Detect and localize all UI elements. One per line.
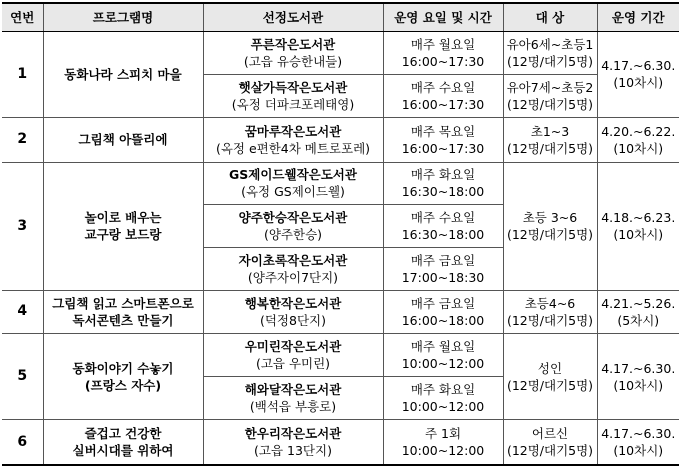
library-cell (203, 247, 383, 290)
table-row (2, 333, 679, 376)
period-cell: 4.17.~6.30. (10차시) (597, 420, 679, 465)
library-location: (양주자이7단지) (247, 269, 339, 285)
row-number: 2 (2, 117, 43, 162)
header-library: 선정도서관 (203, 3, 383, 32)
library-location: (옥정 e편한4차 메트로포레) (215, 140, 371, 156)
library-cell (203, 290, 383, 333)
library-cell (203, 162, 383, 204)
library-location: (옥정 더파크포레태영) (231, 96, 355, 112)
program-name: 즐겁고 건강한 실버시대를 위하여 (43, 420, 203, 465)
header-target: 대 상 (503, 3, 597, 32)
period-cell: 4.20.~6.22. (10차시) (597, 117, 679, 162)
table-row (2, 420, 679, 465)
library-name: 꿈마루작은도서관 (244, 123, 342, 139)
period-cell: 4.18.~6.23. (10차시) (597, 162, 679, 290)
library-cell (203, 117, 383, 162)
library-cell (203, 32, 383, 75)
table-row (2, 162, 679, 204)
schedule-cell: 매주 월요일 10:00~12:00 (383, 333, 503, 376)
target-cell: 성인 (12명/대기5명) (503, 333, 597, 420)
program-name: 그림책 읽고 스마트폰으로 독서콘텐츠 만들기 (43, 290, 203, 333)
library-location: (덕정8단지) (259, 312, 326, 328)
header-row (2, 3, 679, 32)
schedule-cell: 매주 수요일 16:30~18:00 (383, 204, 503, 247)
target-cell: 유아6세~초등1 (12명/대기5명) (503, 32, 597, 75)
period-cell: 4.17.~6.30. (10차시) (597, 333, 679, 420)
library-name: 해와달작은도서관 (244, 381, 342, 397)
schedule-cell: 매주 화요일 16:30~18:00 (383, 162, 503, 204)
library-cell (203, 420, 383, 465)
row-number: 1 (2, 32, 43, 118)
library-name: GS제이드웰작은도서관 (229, 167, 357, 183)
schedule-cell: 매주 금요일 16:00~18:00 (383, 290, 503, 333)
library-name: 푸른작은도서관 (250, 36, 336, 52)
header-program: 프로그램명 (43, 3, 203, 32)
library-cell (203, 333, 383, 376)
program-name: 놀이로 배우는 교구랑 보드랑 (43, 162, 203, 290)
library-location: (고읍 13단지) (254, 443, 332, 459)
schedule-cell: 매주 목요일 16:00~17:30 (383, 117, 503, 162)
schedule-cell: 매주 수요일 16:00~17:30 (383, 74, 503, 117)
target-cell: 초1~3 (12명/대기5명) (503, 117, 597, 162)
period-cell: 4.17.~6.30. (10차시) (597, 32, 679, 118)
library-cell (203, 204, 383, 247)
library-cell (203, 376, 383, 420)
library-location: (백석읍 부흥로) (249, 398, 337, 414)
target-cell: 유아7세~초등2 (12명/대기5명) (503, 74, 597, 117)
header-schedule: 운영 요일 및 시간 (383, 3, 503, 32)
schedule-cell: 매주 월요일 16:00~17:30 (383, 32, 503, 75)
library-name: 햇살가득작은도서관 (238, 79, 348, 95)
program-schedule-table (2, 2, 679, 466)
table-row (2, 290, 679, 333)
row-number: 3 (2, 162, 43, 290)
library-location: (양주한승) (263, 226, 323, 242)
program-name: 그림책 아뜰리에 (43, 117, 203, 162)
schedule-cell: 매주 금요일 17:00~18:30 (383, 247, 503, 290)
schedule-cell: 주 1회 10:00~12:00 (383, 420, 503, 465)
schedule-cell: 매주 화요일 10:00~12:00 (383, 376, 503, 420)
header-period: 운영 기간 (597, 3, 679, 32)
row-number: 4 (2, 290, 43, 333)
library-name: 자이초록작은도서관 (238, 252, 348, 268)
program-name: 동화나라 스피치 마을 (43, 32, 203, 118)
row-number: 5 (2, 333, 43, 420)
table-row (2, 32, 679, 75)
library-location: (옥정 GS제이드웰) (241, 184, 345, 200)
library-name: 우미린작은도서관 (244, 338, 342, 354)
program-name: 동화이야기 수놓기 (프랑스 자수) (43, 333, 203, 420)
table-row (2, 117, 679, 162)
library-name: 행복한작은도서관 (244, 295, 342, 311)
library-location: (고읍 유승한내들) (243, 53, 343, 69)
library-name: 양주한승작은도서관 (238, 209, 348, 225)
header-no: 연번 (2, 3, 43, 32)
row-number: 6 (2, 420, 43, 465)
target-cell: 어르신 (12명/대기5명) (503, 420, 597, 465)
target-cell: 초등 3~6 (12명/대기5명) (503, 162, 597, 290)
target-cell: 초등4~6 (12명/대기5명) (503, 290, 597, 333)
period-cell: 4.21.~5.26. (5차시) (597, 290, 679, 333)
library-name: 한우리작은도서관 (244, 426, 342, 442)
library-cell (203, 74, 383, 117)
library-location: (고읍 우미린) (255, 355, 331, 371)
